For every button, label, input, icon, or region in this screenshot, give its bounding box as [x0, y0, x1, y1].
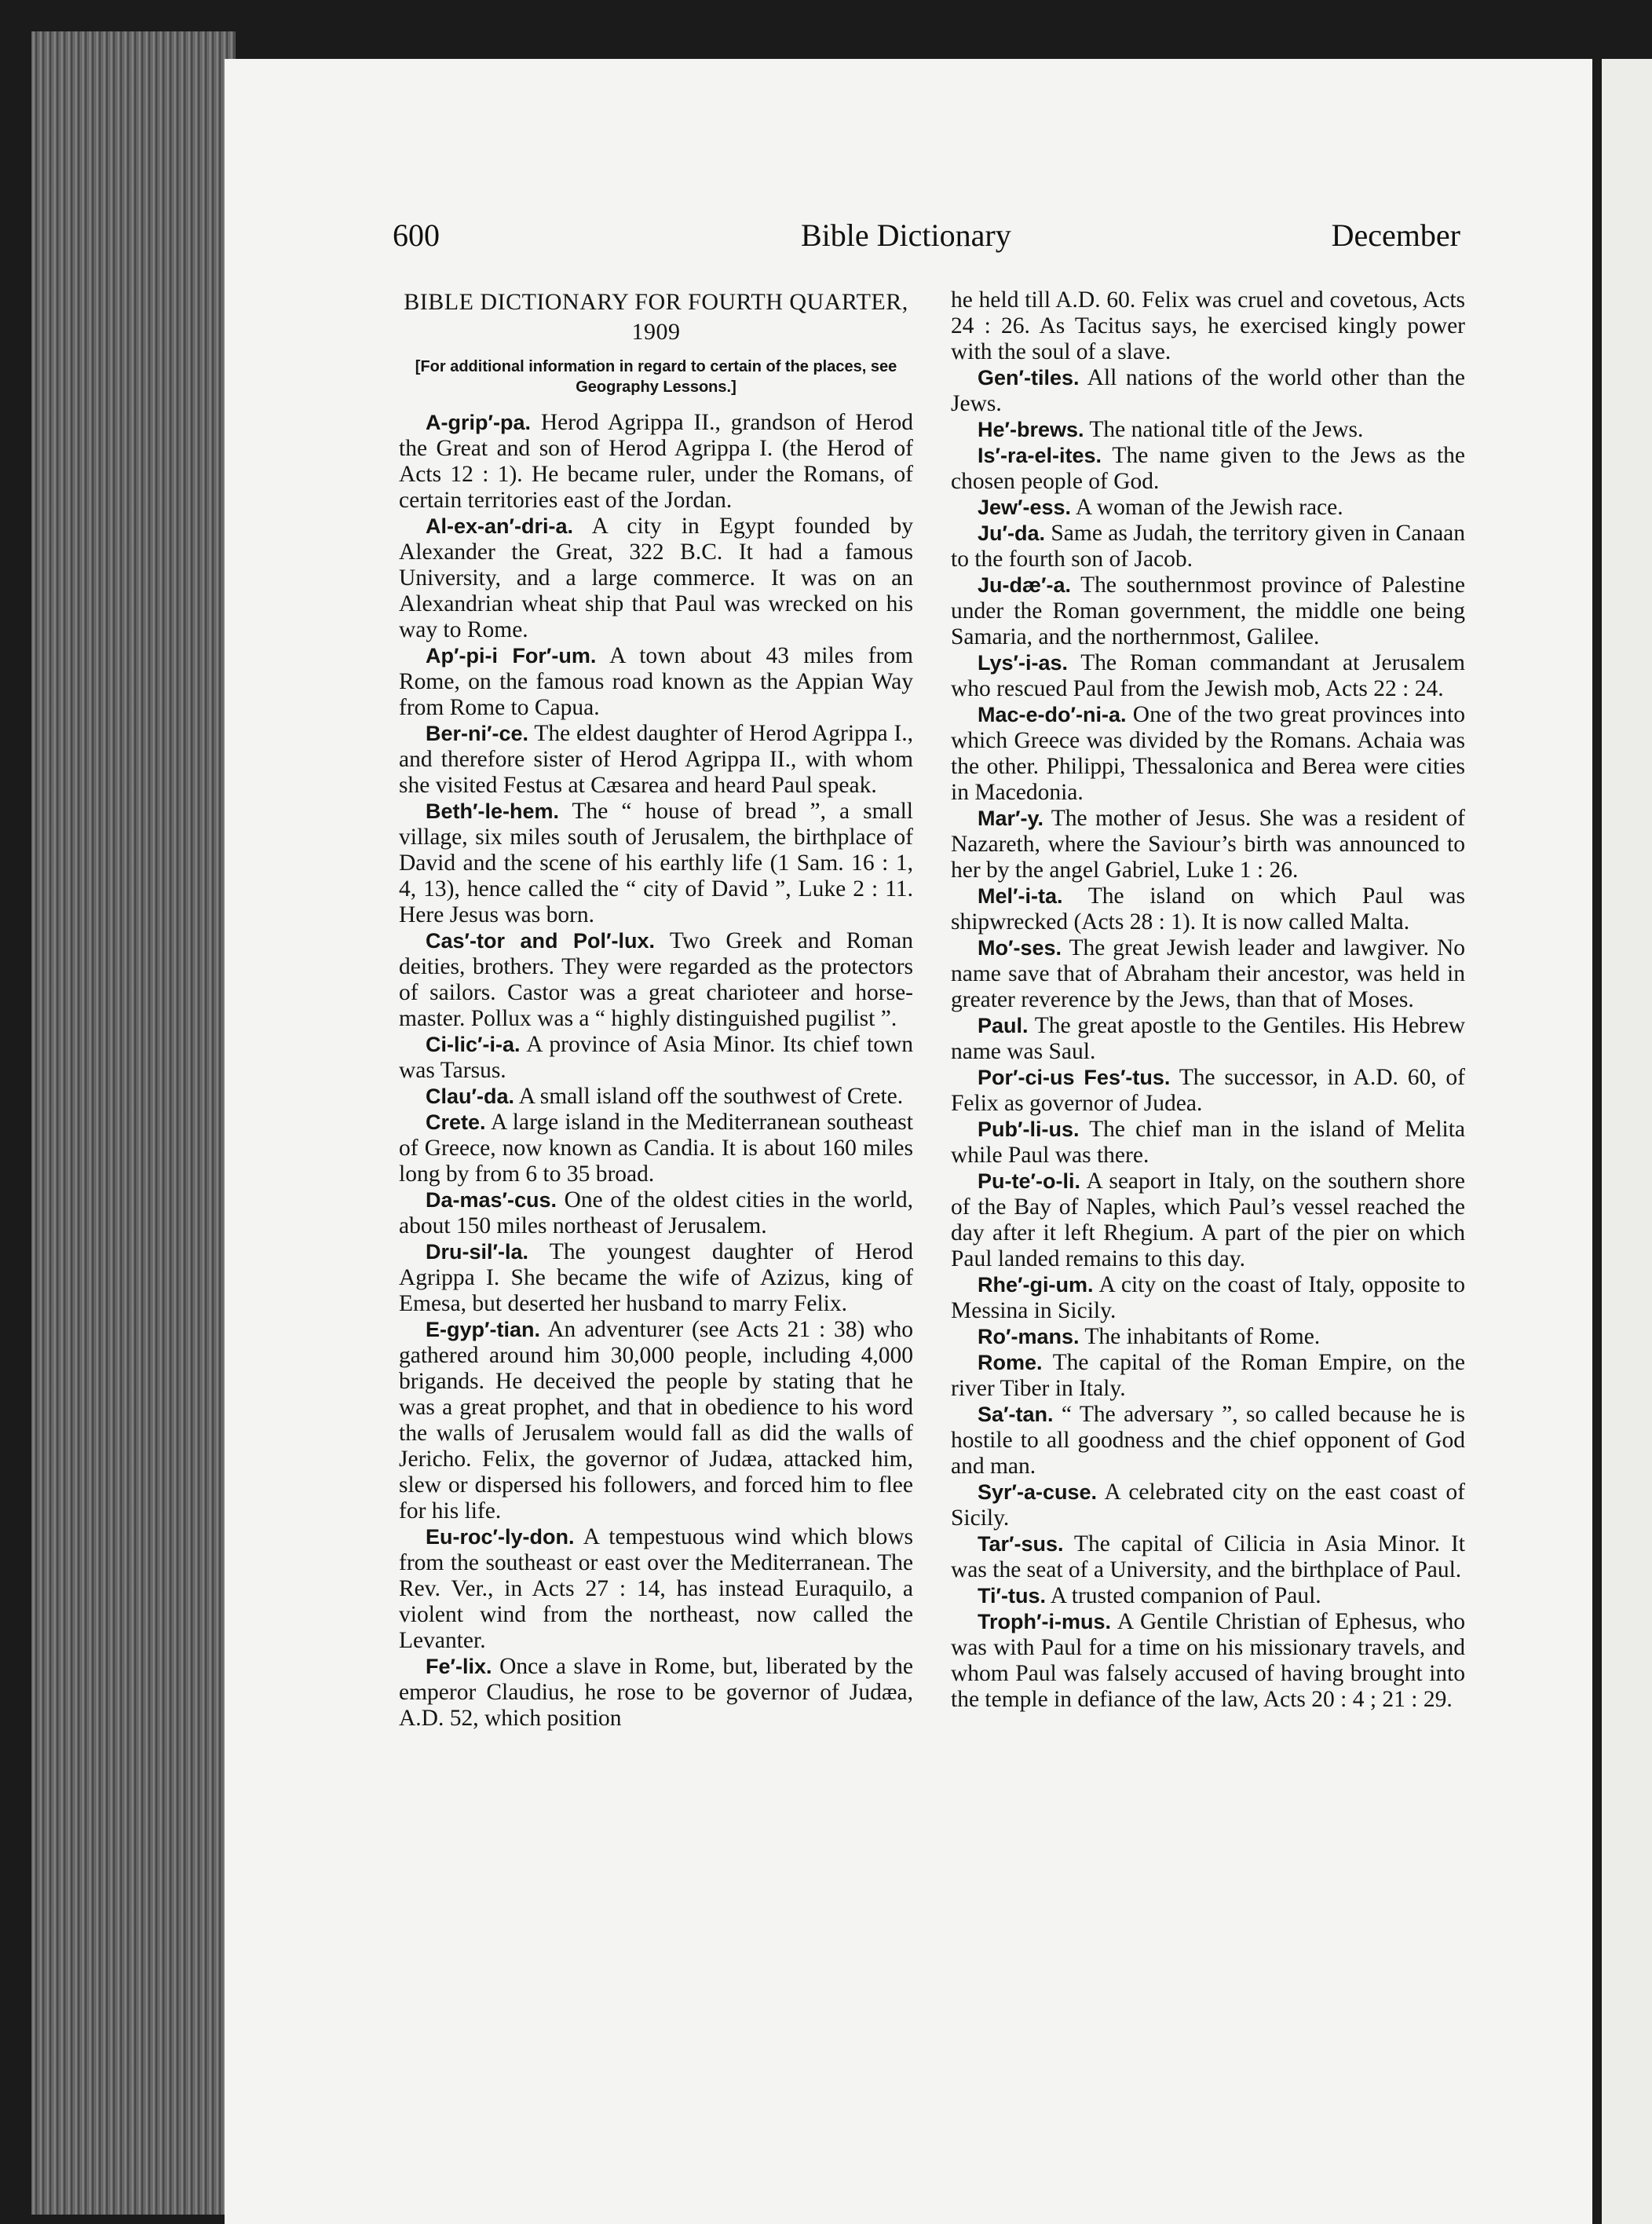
running-title: Bible Dictionary — [801, 218, 1011, 253]
entry-definition: Once a slave in Rome, but, liberated by the emperor Claudius, he rose to be governor of Judæa, A.D. 52, which position — [399, 1654, 914, 1731]
dictionary-entry — [399, 1524, 913, 1654]
dictionary-entry — [951, 1065, 1465, 1117]
entry-headword: Mac-e-do′-ni-a. — [978, 703, 1127, 726]
entry-definition: The successor, in A.D. 60, of Felix as governor of Judea. — [951, 1065, 1465, 1116]
entry-headword: Pu-te′-o-li. — [978, 1169, 1080, 1193]
entry-definition: Same as Judah, the territory given in Canaan to the fourth son of Jacob. — [951, 521, 1466, 572]
entry-headword: Syr′-a-cuse. — [978, 1480, 1098, 1504]
dictionary-entry — [951, 1531, 1465, 1583]
dictionary-entry — [399, 799, 913, 928]
entry-headword: Sa′-tan. — [978, 1403, 1054, 1426]
dictionary-entry — [399, 1654, 913, 1732]
entry-headword: Paul. — [978, 1014, 1029, 1037]
entry-definition: The national title of the Jews. — [1089, 417, 1364, 442]
entry-definition: The southernmost province of Palestine under the Roman government, the middle one being Samaria, and the northernmost, Galilee. — [951, 572, 1465, 649]
entry-headword: Por′-ci-us Fes′-tus. — [978, 1066, 1171, 1089]
dictionary-entry — [951, 417, 1465, 443]
entry-headword: A-grip′-pa. — [426, 411, 531, 434]
entry-definition: “ The adversary ”, so called because he is hostile to all goodness and the chief opponent of God and man. — [951, 1402, 1466, 1479]
entry-definition: The great apostle to the Gentiles. His Hebrew name was Saul. — [951, 1013, 1465, 1064]
entry-headword: Tar′-sus. — [978, 1532, 1064, 1556]
dictionary-entry — [951, 650, 1465, 702]
entry-headword: Ju-dæ′-a. — [978, 573, 1071, 597]
entry-definition: The great Jewish leader and lawgiver. No name save that of Abraham their ancestor, was held in greater reverence by the Jews, than that of Moses. — [951, 935, 1465, 1012]
entry-headword: Jew′-ess. — [978, 496, 1072, 519]
dictionary-entry — [399, 1032, 913, 1084]
dictionary-entry — [951, 935, 1465, 1013]
entry-headword: Ro′-mans. — [978, 1325, 1080, 1348]
dictionary-entry — [951, 806, 1465, 883]
dictionary-entry — [951, 1013, 1465, 1065]
dictionary-entry — [399, 1110, 913, 1187]
dictionary-entry — [951, 1324, 1465, 1350]
entry-headword: Troph′-i-mus. — [978, 1610, 1111, 1633]
page-number: 600 — [393, 218, 440, 253]
entry-headword: Rome. — [978, 1351, 1043, 1374]
entry-definition: A tempestuous wind which blows from the southeast or east over the Mediterranean. The Rev. Ver., in Acts 27 : 14, has instead Euraquilo, a violent wind from the northeast, now called the Levanter. — [399, 1524, 913, 1653]
entry-headword: Clau′-da. — [426, 1085, 514, 1108]
entry-definition: A large island in the Mediterranean southeast of Greece, now known as Candia. It is about 160 miles long by from 6 to 35 broad. — [399, 1110, 913, 1187]
entry-definition: The name given to the Jews as the chosen people of God. — [951, 443, 1465, 494]
entry-definition: A trusted companion of Paul. — [1050, 1583, 1321, 1608]
entry-headword: Ti′-tus. — [978, 1584, 1046, 1608]
entry-headword: Da-mas′-cus. — [426, 1188, 557, 1212]
right-column — [951, 287, 1465, 1713]
entry-definition: An adventurer (see Acts 21 : 38) who gathered around him 30,000 people, including 4,000 brigands. He deceived the people by stating that he was a great prophet, and that in obedience to his word the walls of Jerusalem would fall as did the walls of Jericho. Felix, the governor of Judæa, attacked him, slew or dispersed his followers, and forced him to flee for his life. — [399, 1317, 913, 1524]
dictionary-entry — [951, 521, 1465, 572]
entry-definition: A celebrated city on the east coast of Sicily. — [951, 1480, 1465, 1531]
dictionary-entry — [399, 928, 913, 1032]
entry-headword: Is′-ra-el-ites. — [978, 444, 1102, 467]
entry-definition: A woman of the Jewish race. — [1075, 495, 1343, 520]
entry-definition: The island on which Paul was shipwrecked (Acts 28 : 1). It is now called Malta. — [951, 883, 1466, 935]
entry-headword: Rhe′-gi-um. — [978, 1273, 1094, 1297]
entry-headword: Ap′-pi-i For′-um. — [426, 644, 597, 668]
entry-headword: Cas′-tor and Pol′-lux. — [426, 929, 656, 953]
entry-headword: Al-ex-an′-dri-a. — [426, 514, 573, 538]
entry-definition: A Gentile Christian of Ephesus, who was with Paul for a time on his missionary travels, and whom Paul was falsely accused of having brought into the temple in defiance of the law, Acts 20 : 4 ; 21 : 29. — [951, 1609, 1465, 1712]
entry-definition: The youngest daughter of Herod Agrippa I. She became the wife of Azizus, king of Emesa, but deserted her husband to marry Felix. — [399, 1239, 913, 1316]
entry-continuation: he held till A.D. 60. Felix was cruel and covetous, Acts 24 : 26. As Tacitus says, he exercised kingly power with the soul of a slave. — [951, 287, 1465, 364]
entry-definition: Herod Agrippa II., grandson of Herod the Great and son of Herod Agrippa I. (the Herod of Acts 12 : 1). He became ruler, under the Romans, of certain territories east of the Jordan. — [399, 410, 913, 513]
dictionary-entry — [399, 1239, 913, 1317]
entry-definition: Two Greek and Roman deities, brothers. They were regarded as the protectors of sailors. Castor was a great charioteer and horse-master. Pollux was a “ highly distinguished pugilist ”. — [399, 928, 913, 1031]
dictionary-entry — [399, 721, 913, 799]
dictionary-entry — [951, 1480, 1465, 1531]
entry-headword: Mar′-y. — [978, 807, 1043, 830]
dictionary-entry — [951, 1169, 1465, 1272]
entry-headword: Ju′-da. — [978, 521, 1045, 545]
entry-definition: The capital of Cilicia in Asia Minor. It was the seat of a University, and the birthplace of Paul. — [951, 1531, 1466, 1582]
entry-definition: All nations of the world other than the Jews. — [951, 365, 1466, 416]
entry-headword: Mel′-i-ta. — [978, 884, 1063, 908]
entry-definition: A province of Asia Minor. Its chief town was Tarsus. — [399, 1032, 913, 1083]
dictionary-entry — [951, 883, 1465, 935]
entry-headword: E-gyp′-tian. — [426, 1318, 540, 1341]
dictionary-entry — [399, 1317, 913, 1524]
dictionary-entry — [951, 443, 1465, 495]
entry-headword: Beth′-le-hem. — [426, 799, 559, 823]
entry-headword: Ber-ni′-ce. — [426, 722, 529, 745]
editorial-note: [For additional information in regard to certain of the places, see Geography Lessons.] — [415, 358, 897, 396]
entry-definition: A town about 43 miles from Rome, on the famous road known as the Appian Way from Rome to Capua. — [399, 643, 913, 720]
entry-headword: Ci-lic′-i-a. — [426, 1033, 521, 1056]
dictionary-entry — [951, 1583, 1465, 1609]
left-column — [399, 287, 913, 1732]
entry-headword: Crete. — [426, 1110, 486, 1134]
dictionary-entry — [951, 702, 1465, 806]
entry-headword: Lys′-i-as. — [978, 651, 1069, 675]
entry-headword: Fe′-lix. — [426, 1655, 492, 1678]
dictionary-entry — [951, 1402, 1465, 1480]
dictionary-entry — [399, 1084, 913, 1110]
entry-definition: One of the two great provinces into which Greece was divided by the Romans. Achaia was the other. Philippi, Thessalonica and Berea were cities in Macedonia. — [951, 702, 1465, 805]
entry-definition: A seaport in Italy, on the southern shore of the Bay of Naples, which Paul’s vessel reached the day after it left Rhegium. A part of the pier on which Paul landed remains to this day. — [951, 1169, 1466, 1271]
dictionary-entry — [951, 1117, 1465, 1169]
entry-definition: The capital of the Roman Empire, on the river Tiber in Italy. — [951, 1350, 1465, 1401]
dictionary-entry — [951, 365, 1465, 417]
entry-headword: He′-brews. — [978, 418, 1084, 441]
entry-definition: One of the oldest cities in the world, about 150 miles northeast of Jerusalem. — [399, 1187, 914, 1238]
dictionary-entry — [951, 1272, 1465, 1324]
dictionary-entry — [399, 410, 913, 514]
right-entry-list — [951, 365, 1465, 1713]
dictionary-entry — [951, 572, 1465, 650]
entry-definition: The chief man in the island of Melita while Paul was there. — [951, 1117, 1466, 1168]
entry-headword: Dru-sil′-la. — [426, 1240, 528, 1264]
dictionary-entry — [951, 495, 1465, 521]
dictionary-entry — [399, 643, 913, 721]
dictionary-entry — [399, 514, 913, 643]
entry-headword: Pub′-li-us. — [978, 1117, 1080, 1141]
entry-definition: The mother of Jesus. She was a resident of Nazareth, where the Saviour’s birth was announced to her by the angel Gabriel, Luke 1 : 26. — [951, 806, 1466, 883]
entry-definition: The Roman commandant at Jerusalem who rescued Paul from the Jewish mob, Acts 22 : 24. — [951, 650, 1465, 701]
entry-definition: A small island off the southwest of Crete. — [518, 1084, 904, 1109]
entry-headword: Mo′-ses. — [978, 936, 1062, 960]
entry-definition: The inhabitants of Rome. — [1084, 1324, 1321, 1349]
facing-page-edge — [1602, 59, 1652, 2224]
entry-definition: A city on the coast of Italy, opposite to Messina in Sicily. — [951, 1272, 1466, 1323]
entry-definition: A city in Egypt founded by Alexander the Great, 322 B.C. It had a famous University, and a large commerce. It was on an Alexandrian wheat ship that Paul was wrecked on his way to Rome. — [399, 514, 913, 642]
entry-headword: Gen′-tiles. — [978, 366, 1080, 390]
dictionary-entry — [951, 1350, 1465, 1402]
header-month: December — [1331, 218, 1460, 253]
left-entry-list — [399, 410, 913, 1732]
book-page-edges — [31, 31, 236, 2215]
entry-headword: Eu-roc′-ly-don. — [426, 1525, 575, 1549]
entry-definition: The “ house of bread ”, a small village, six miles south of Jerusalem, the birthplace of David and the scene of his earthly life (1 Sam. 16 : 1, 4, 13), hence called the “ city of David ”, Luke 2 : 11. Here Jesus was born. — [399, 799, 914, 927]
dictionary-entry — [399, 1187, 913, 1239]
dictionary-entry — [951, 1609, 1465, 1713]
running-header — [393, 217, 1460, 264]
dictionary-title: BIBLE DICTIONARY FOR FOURTH QUARTER, 1909 — [404, 289, 908, 345]
entry-definition: The eldest daughter of Herod Agrippa I., and therefore sister of Herod Agrippa II., with whom she visited Festus at Cæsarea and heard Paul speak. — [399, 721, 914, 798]
